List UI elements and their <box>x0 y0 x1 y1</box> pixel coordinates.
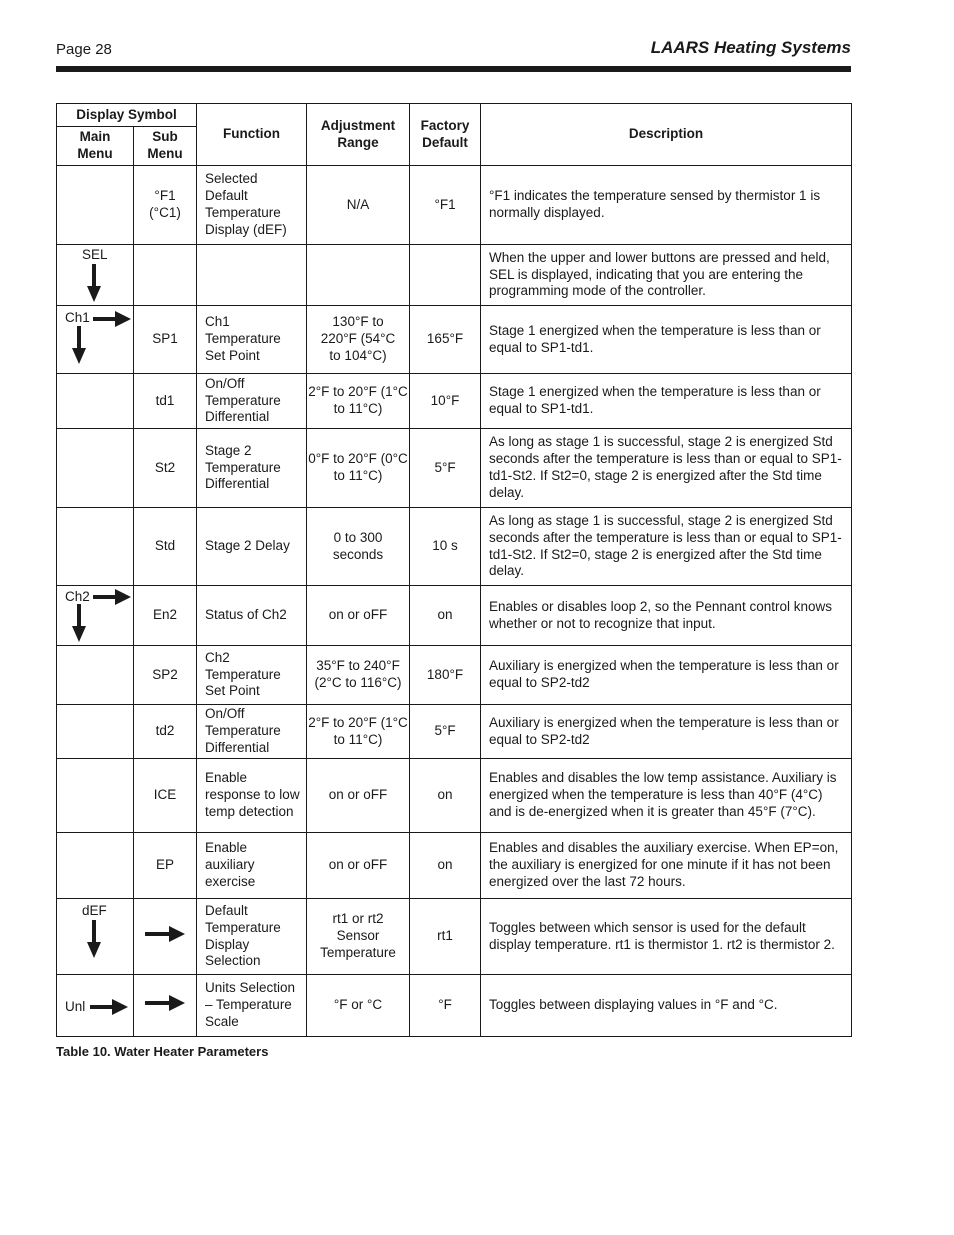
arrow-right-icon <box>93 589 131 605</box>
arrow-right-icon <box>93 311 131 327</box>
header-function: Function <box>197 104 307 166</box>
sub-menu-cell: td2 <box>134 705 197 759</box>
description-cell: As long as stage 1 is successful, stage 2 is energized Std seconds after the temperature is less than or equal to SP1-td1-St2. If St2=0, stage 2 is energized after the Std time delay. <box>481 508 852 586</box>
header-description: Description <box>481 104 852 166</box>
range-cell: 2°F to 20°F (1°C to 11°C) <box>307 374 410 429</box>
function-cell: Ch2 Temperature Set Point <box>197 646 307 705</box>
range-cell: N/A <box>307 166 410 245</box>
description-cell: When the upper and lower buttons are pressed and held, SEL is displayed, indicating that you are entering the programming mode of the controller. <box>481 245 852 306</box>
sub-menu-cell <box>134 245 197 306</box>
default-cell: rt1 <box>410 899 481 975</box>
table-row <box>57 899 852 975</box>
sub-menu-cell: EP <box>134 833 197 899</box>
description-cell: °F1 indicates the temperature sensed by thermistor 1 is normally displayed. <box>481 166 852 245</box>
description-cell: Auxiliary is energized when the temperature is less than or equal to SP2-td2 <box>481 705 852 759</box>
main-menu-cell <box>57 166 134 245</box>
header-sub-menu: Sub Menu <box>134 127 197 166</box>
range-cell: rt1 or rt2 Sensor Temperature <box>307 899 410 975</box>
sub-menu-cell: td1 <box>134 374 197 429</box>
function-cell: Selected Default Temperature Display (dEF) <box>197 166 307 245</box>
sub-menu-cell <box>134 975 197 1037</box>
table-row <box>57 975 852 1037</box>
main-menu-label: Unl <box>65 999 86 1014</box>
function-cell: Stage 2 Temperature Differential <box>197 429 307 508</box>
header-display-symbol: Display Symbol <box>57 104 197 127</box>
main-menu-cell <box>57 646 134 705</box>
default-cell: on <box>410 759 481 833</box>
function-cell: On/Off Temperature Differential <box>197 705 307 759</box>
table-row <box>57 166 852 245</box>
function-cell: Default Temperature Display Selection <box>197 899 307 975</box>
range-cell: 130°F to 220°F (54°C to 104°C) <box>307 306 410 374</box>
sub-menu-cell <box>134 899 197 975</box>
sub-menu-cell: En2 <box>134 586 197 646</box>
arrow-down-icon <box>87 920 101 958</box>
function-cell <box>197 245 307 306</box>
main-menu-cell <box>57 508 134 586</box>
table-row <box>57 245 852 306</box>
default-cell: 165°F <box>410 306 481 374</box>
range-cell: 2°F to 20°F (1°C to 11°C) <box>307 705 410 759</box>
range-cell: on or oFF <box>307 759 410 833</box>
table-row <box>57 705 852 759</box>
table-row <box>57 374 852 429</box>
sub-menu-cell: SP1 <box>134 306 197 374</box>
arrow-right-icon <box>145 995 185 1011</box>
function-cell: On/Off Temperature Differential <box>197 374 307 429</box>
sub-menu-cell: Std <box>134 508 197 586</box>
table-row <box>57 646 852 705</box>
main-menu-cell <box>57 975 134 1037</box>
table-row <box>57 306 852 374</box>
default-cell: 5°F <box>410 429 481 508</box>
header-adjustment-range: Adjustment Range <box>307 104 410 166</box>
function-cell: Enable auxiliary exercise <box>197 833 307 899</box>
header-main-menu: Main Menu <box>57 127 134 166</box>
main-menu-cell <box>57 586 134 646</box>
function-cell: Ch1 Temperature Set Point <box>197 306 307 374</box>
default-cell: 180°F <box>410 646 481 705</box>
description-cell: Toggles between which sensor is used for the default display temperature. rt1 is thermistor 1. rt2 is thermistor 2. <box>481 899 852 975</box>
table-row <box>57 429 852 508</box>
function-cell: Status of Ch2 <box>197 586 307 646</box>
brand-title: LAARS Heating Systems <box>650 38 851 57</box>
arrow-right-icon <box>90 999 128 1015</box>
description-cell: Auxiliary is energized when the temperature is less than or equal to SP2-td2 <box>481 646 852 705</box>
main-menu-cell <box>57 705 134 759</box>
default-cell: °F <box>410 975 481 1037</box>
main-menu-label: Ch2 <box>65 589 90 604</box>
main-menu-label: Ch1 <box>65 310 90 325</box>
range-cell: on or oFF <box>307 586 410 646</box>
sub-menu-cell: ICE <box>134 759 197 833</box>
main-menu-cell <box>57 374 134 429</box>
parameters-table <box>56 103 852 1037</box>
description-cell: Toggles between displaying values in °F and °C. <box>481 975 852 1037</box>
main-menu-cell <box>57 833 134 899</box>
main-menu-cell <box>57 245 134 306</box>
range-cell: 0 to 300 seconds <box>307 508 410 586</box>
default-cell: 10 s <box>410 508 481 586</box>
main-menu-label: SEL <box>82 247 108 262</box>
description-cell: Stage 1 energized when the temperature is less than or equal to SP1-td1. <box>481 374 852 429</box>
function-cell: Enable response to low temp detection <box>197 759 307 833</box>
main-menu-label: dEF <box>82 903 107 918</box>
description-cell: Enables or disables loop 2, so the Pennant control knows whether or not to recognize that input. <box>481 586 852 646</box>
table-row <box>57 586 852 646</box>
function-cell: Units Selection – Temperature Scale <box>197 975 307 1037</box>
range-cell: °F or °C <box>307 975 410 1037</box>
default-cell <box>410 245 481 306</box>
arrow-down-icon <box>87 264 101 302</box>
header-rule <box>56 66 851 72</box>
table-row <box>57 508 852 586</box>
description-cell: Enables and disables the auxiliary exercise. When EP=on, the auxiliary is energized for one minute if it has not been energized over the last 72 hours. <box>481 833 852 899</box>
default-cell: on <box>410 833 481 899</box>
default-cell: 10°F <box>410 374 481 429</box>
arrow-right-icon <box>145 926 185 942</box>
description-cell: As long as stage 1 is successful, stage 2 is energized Std seconds after the temperature is less than or equal to SP1-td1-St2. If St2=0, stage 2 is energized after the Std time delay. <box>481 429 852 508</box>
function-cell: Stage 2 Delay <box>197 508 307 586</box>
table-row <box>57 759 852 833</box>
main-menu-cell <box>57 429 134 508</box>
default-cell: 5°F <box>410 705 481 759</box>
range-cell: 35°F to 240°F (2°C to 116°C) <box>307 646 410 705</box>
description-cell: Stage 1 energized when the temperature is less than or equal to SP1-td1. <box>481 306 852 374</box>
main-menu-cell <box>57 759 134 833</box>
default-cell: °F1 <box>410 166 481 245</box>
table-caption: Table 10. Water Heater Parameters <box>56 1044 269 1059</box>
range-cell: 0°F to 20°F (0°C to 11°C) <box>307 429 410 508</box>
description-cell: Enables and disables the low temp assistance. Auxiliary is energized when the temperature is less than 40°F (4°C) and is de-energized when it is greater than 45°F (7°C). <box>481 759 852 833</box>
main-menu-cell <box>57 306 134 374</box>
sub-menu-cell: SP2 <box>134 646 197 705</box>
default-cell: on <box>410 586 481 646</box>
arrow-down-icon <box>72 326 86 364</box>
table-row <box>57 833 852 899</box>
main-menu-cell <box>57 899 134 975</box>
sub-menu-cell: St2 <box>134 429 197 508</box>
range-cell <box>307 245 410 306</box>
range-cell: on or oFF <box>307 833 410 899</box>
page-number: Page 28 <box>56 41 112 58</box>
sub-menu-cell: °F1 (°C1) <box>134 166 197 245</box>
header-factory-default: Factory Default <box>410 104 481 166</box>
arrow-down-icon <box>72 604 86 642</box>
